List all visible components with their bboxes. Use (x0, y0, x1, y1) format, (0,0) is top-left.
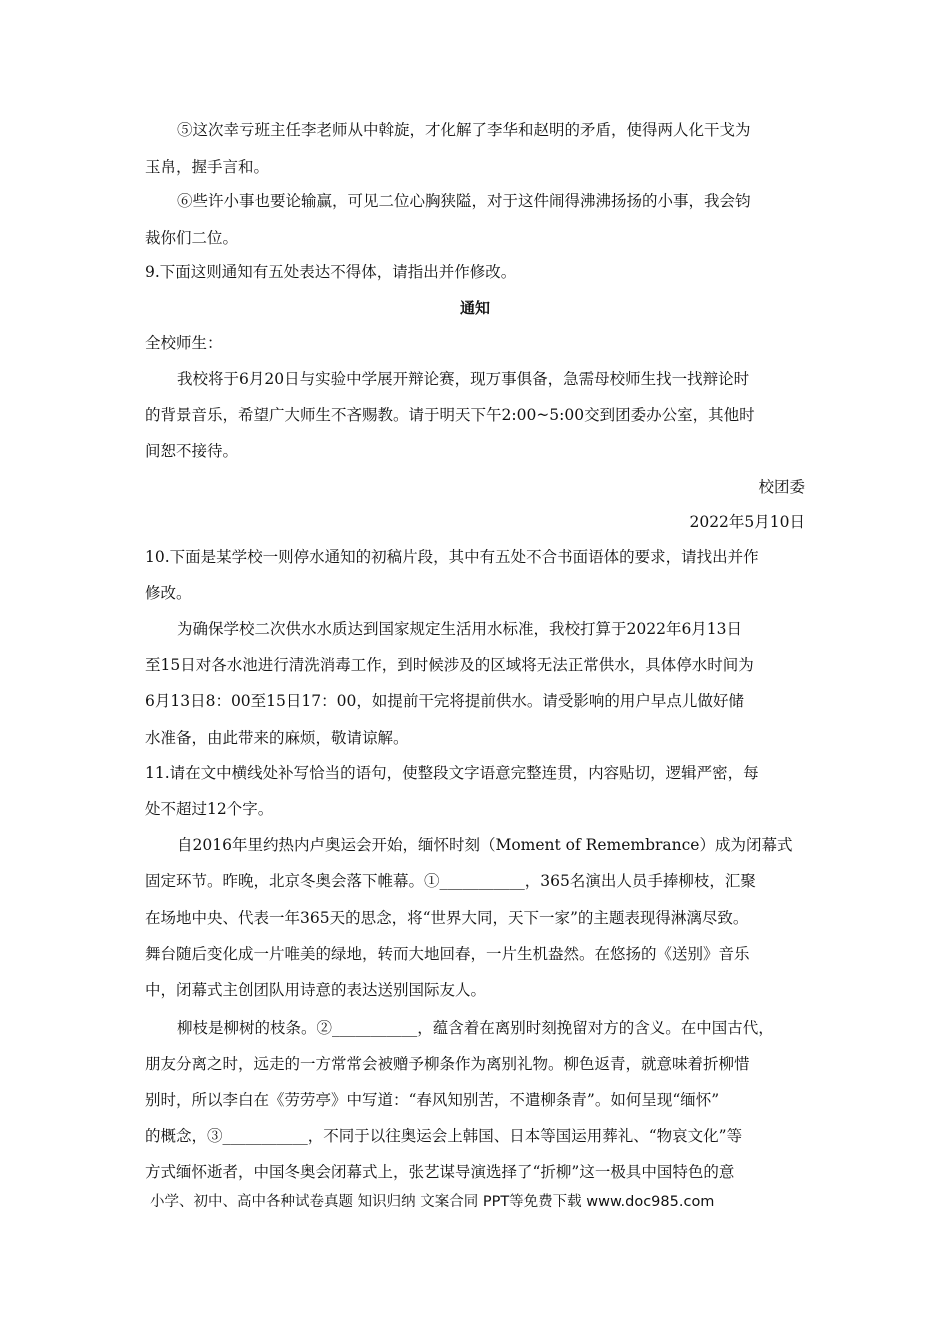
question-11-cont: 处不超过12个字。 (145, 800, 274, 818)
passage-p1-line2: 固定环节。昨晚，北京冬奥会落下帷幕。①___________，365名演出人员手捧柳枝，汇聚 (145, 872, 756, 890)
notice-body-1: 我校将于6月20日与实验中学展开辩论赛，现万事俱备，急需母校师生找一找辩论时 (177, 370, 750, 388)
passage-p2-line5: 方式缅怀逝者，中国冬奥会闭幕式上，张艺谋导演选择了“折柳”这一极具中国特色的意 (145, 1163, 735, 1181)
paragraph-5: ⑤这次幸亏班主任李老师从中斡旋，才化解了李华和赵明的矛盾，使得两人化干戈为 (177, 121, 751, 139)
passage-p2-line3: 别时，所以李白在《劳劳亭》中写道：“春风知别苦，不遣柳条青”。如何呈现“缅怀” (145, 1091, 720, 1109)
passage-p2-line2: 朋友分离之时，远走的一方常常会被赠予柳条作为离别礼物。柳色返青，就意味着折柳惜 (145, 1055, 750, 1073)
water-notice-3: 6月13日8：00至15日17：00，如提前干完将提前供水。请受影响的用户早点儿做好储 (145, 692, 744, 710)
notice-body-2: 的背景音乐，希望广大师生不吝赐教。请于明天下午2:00~5:00交到团委办公室，其他时 (145, 406, 755, 424)
question-10: 10.下面是某学校一则停水通知的初稿片段，其中有五处不合书面语体的要求，请找出并作 (145, 548, 759, 566)
question-9: 9.下面这则通知有五处表达不得体，请指出并作修改。 (145, 263, 517, 281)
page-footer: 小学、初中、高中各种试卷真题 知识归纳 文案合同 PPT等免费下载 www.doc985.com (150, 1194, 715, 1210)
water-notice-4: 水准备，由此带来的麻烦，敬请谅解。 (145, 729, 409, 747)
passage-p1-line5: 中，闭幕式主创团队用诗意的表达送别国际友人。 (145, 981, 487, 999)
paragraph-6-cont: 裁你们二位。 (145, 229, 239, 247)
notice-date: 2022年5月10日 (689, 513, 805, 531)
water-notice-2: 至15日对各水池进行清洗消毒工作，到时候涉及的区域将无法正常供水，具体停水时间为 (145, 656, 754, 674)
notice-salutation: 全校师生： (145, 334, 223, 352)
notice-body-3: 间恕不接待。 (145, 442, 239, 460)
passage-p1-line3: 在场地中央、代表一年365天的思念，将“世界大同，天下一家”的主题表现得淋漓尽致。 (145, 909, 749, 927)
passage-p1-line4: 舞台随后变化成一片唯美的绿地，转而大地回春，一片生机盎然。在悠扬的《送别》音乐 (145, 945, 750, 963)
question-10-cont: 修改。 (145, 584, 192, 602)
water-notice-1: 为确保学校二次供水水质达到国家规定生活用水标准，我校打算于2022年6月13日 (177, 620, 743, 638)
paragraph-5-cont: 玉帛，握手言和。 (145, 158, 270, 176)
passage-p1-line1: 自2016年里约热内卢奥运会开始，缅怀时刻（Moment of Remembrance）成为闭幕式 (177, 836, 793, 854)
notice-title: 通知 (459, 299, 490, 317)
question-11: 11.请在文中横线处补写恰当的语句，使整段文字语意完整连贯，内容贴切，逻辑严密，每 (145, 764, 759, 782)
paragraph-6: ⑥些许小事也要论输赢，可见二位心胸狭隘，对于这件闹得沸沸扬扬的小事，我会钧 (177, 192, 751, 210)
notice-signature: 校团委 (758, 478, 805, 496)
passage-p2-line1: 柳枝是柳树的枝条。②___________，蕴含着在离别时刻挽留对方的含义。在中国古代， (177, 1019, 774, 1037)
passage-p2-line4: 的概念，③___________，不同于以往奥运会上韩国、日本等国运用葬礼、“物哀文化”等 (145, 1127, 743, 1145)
